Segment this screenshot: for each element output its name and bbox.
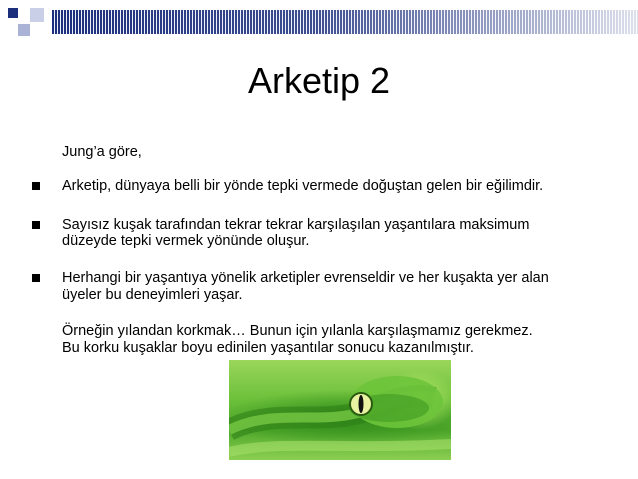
bullet-square-icon xyxy=(32,182,40,190)
bullet-square-icon xyxy=(32,221,40,229)
bullet-1-line-1: Arketip, dünyaya belli bir yönde tepki vermede doğuştan gelen bir eğilimdir. xyxy=(62,178,544,194)
example-line-1: Örneğin yılandan korkmak… Bunun için yılanla karşılaşmamız gerekmez. xyxy=(62,323,533,339)
intro-text: Jung’a göre, xyxy=(62,144,142,160)
bullet-2-line-2: düzeyde tepki vermek yönünde oluşur. xyxy=(62,233,310,249)
bullet-2-line-1: Sayısız kuşak tarafından tekrar tekrar karşılaşılan yaşantılara maksimum xyxy=(62,217,530,233)
decorative-square xyxy=(30,8,44,22)
bullet-3-line-1: Herhangi bir yaşantıya yönelik arketipler evrenseldir ve her kuşakta yer alan xyxy=(62,270,549,286)
slide-title: Arketip 2 xyxy=(247,60,391,101)
snake-illustration xyxy=(229,360,451,460)
bullet-3-line-2: üyeler bu deneyimleri yaşar. xyxy=(62,287,243,303)
example-line-2: Bu korku kuşaklar boyu edinilen yaşantılar sonucu kazanılmıştır. xyxy=(62,340,474,356)
decorative-square xyxy=(8,8,18,18)
header-decoration-band xyxy=(52,10,638,34)
green-snake-image xyxy=(229,360,451,460)
bullet-square-icon xyxy=(32,274,40,282)
decorative-square xyxy=(18,24,30,36)
